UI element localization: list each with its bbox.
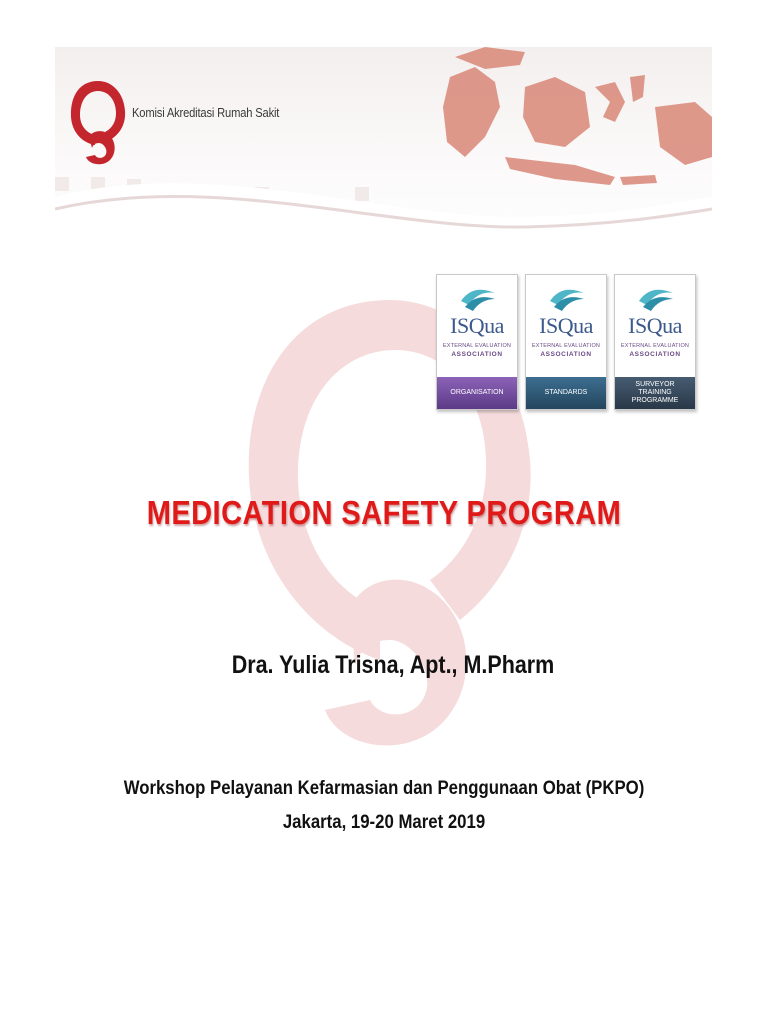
isqua-badge-standards: [525, 274, 607, 410]
badge-label: STANDARDS: [526, 377, 606, 409]
presenter-name: Dra. Yulia Trisna, Apt., M.Pharm: [231, 651, 555, 679]
isqua-wave-icon: [548, 281, 586, 313]
isqua-subtitle: EXTERNAL EVALUATION: [531, 343, 601, 349]
badge-label: SURVEYOR TRAINING PROGRAMME: [615, 377, 695, 409]
isqua-association: ASSOCIATION: [451, 351, 503, 358]
badge-label: ORGANISATION: [437, 377, 517, 409]
isqua-brand: ISQua: [628, 313, 682, 338]
isqua-subtitle: EXTERNAL EVALUATION: [442, 343, 512, 349]
isqua-brand: ISQua: [539, 313, 593, 338]
isqua-badge-organisation: [436, 274, 518, 410]
indonesia-map-icon: [55, 47, 712, 255]
isqua-wave-icon: [459, 281, 497, 313]
event-place-date: Jakarta, 19-20 Maret 2019: [282, 811, 486, 833]
isqua-brand: ISQua: [450, 313, 504, 338]
isqua-wave-icon: [637, 281, 675, 313]
isqua-subtitle: EXTERNAL EVALUATION: [620, 343, 690, 349]
isqua-association: ASSOCIATION: [629, 351, 681, 358]
isqua-badge-surveyor-training: [614, 274, 696, 410]
event-name: Workshop Pelayanan Kefarmasian dan Penggunaan Obat (PKPO): [123, 777, 645, 799]
slide-title: MEDICATION SAFETY PROGRAM: [146, 494, 622, 531]
header-banner: [55, 47, 712, 255]
organization-name: Komisi Akreditasi Rumah Sakit: [132, 105, 280, 120]
isqua-association: ASSOCIATION: [540, 351, 592, 358]
kars-q-logo-icon: [69, 79, 127, 167]
isqua-badges: [436, 274, 696, 410]
